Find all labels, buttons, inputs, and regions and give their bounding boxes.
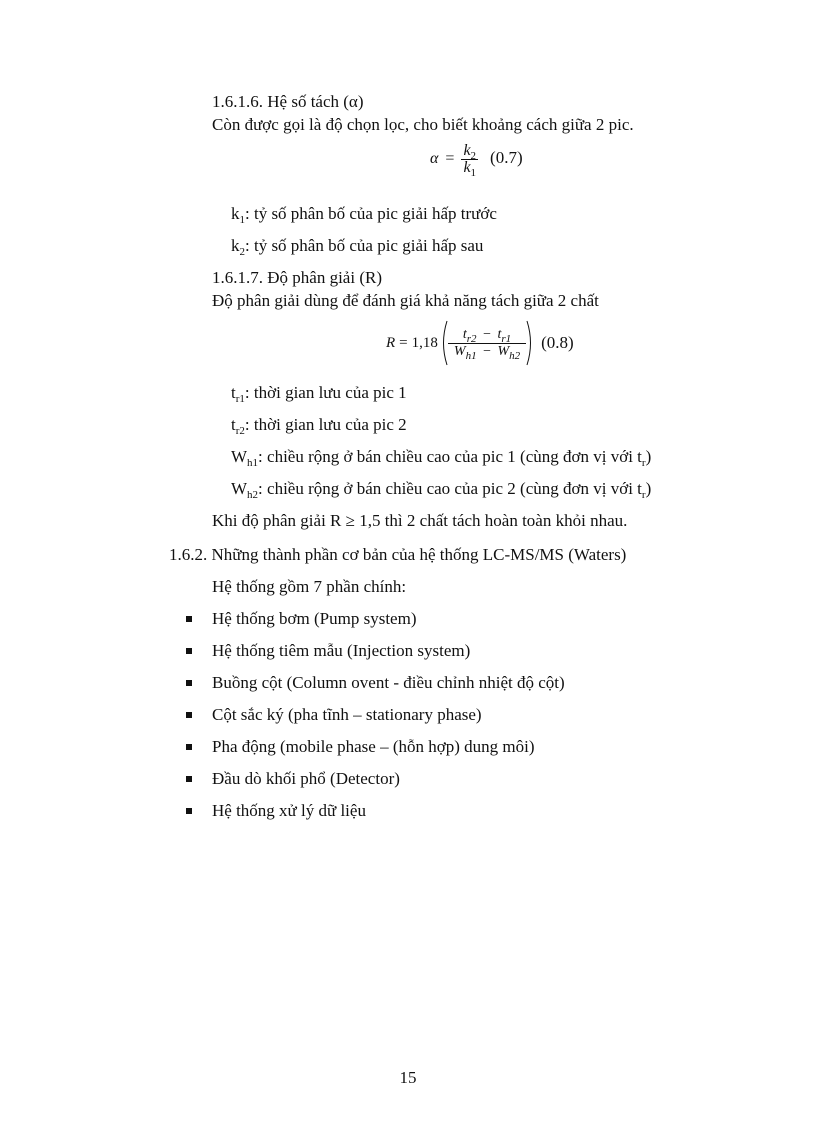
formula-alpha-numerator: k [463, 142, 471, 159]
definition-tr2-symbol: t [231, 415, 236, 434]
formula-resolution-lhs: R [386, 334, 396, 351]
section-description-1-6-1-7: Độ phân giải dùng để đánh giá khả năng tách giữa 2 chất [212, 291, 599, 310]
definition-wh1-tail: ) [645, 447, 652, 466]
definition-wh2-symbol: W [231, 479, 248, 498]
formula-resolution-den-b: W [497, 343, 510, 359]
formula-resolution-equals: = [399, 334, 408, 351]
section-heading-1-6-2: 1.6.2. Những thành phần cơ bản của hệ thống LC-MS/MS (Waters) [169, 545, 627, 564]
formula-alpha-denominator: k [463, 159, 471, 176]
definition-tr2 [231, 415, 407, 435]
formula-resolution [386, 320, 574, 366]
section-heading-1-6-1-7: 1.6.1.7. Độ phân giải (R) [212, 268, 382, 287]
definition-wh1 [231, 447, 651, 467]
formula-resolution-coefficient: 1,18 [411, 334, 438, 351]
formula-resolution-den-minus: − [483, 343, 491, 359]
formula-resolution-num-a-sub: r2 [466, 332, 477, 345]
definition-tr1-sub: r1 [235, 393, 245, 405]
definition-k1 [231, 204, 497, 224]
definition-wh2-tail: ) [645, 479, 652, 498]
bullet-icon [186, 712, 192, 718]
definition-tr2-sub: r2 [235, 425, 245, 437]
formula-resolution-num-a: t [462, 326, 467, 342]
definition-k1-text: : tỷ số phân bố của pic giải hấp trước [245, 204, 497, 223]
definition-k2 [231, 236, 483, 256]
definition-wh2-sub: h2 [247, 489, 259, 501]
definition-k1-symbol: k [231, 204, 240, 223]
formula-resolution-fraction [448, 327, 526, 360]
formula-alpha-lhs: α [430, 150, 439, 168]
list-item: Hệ thống tiêm mẫu (Injection system) [212, 641, 471, 660]
formula-resolution-num-b: t [497, 326, 502, 342]
formula-resolution-den-a: W [453, 343, 466, 359]
formula-resolution-label: (0.8) [541, 333, 574, 352]
bullet-icon [186, 680, 192, 686]
formula-alpha-numerator-sub: 2 [470, 150, 477, 162]
left-parenthesis-icon [439, 320, 448, 366]
page-number: 15 [399, 1068, 417, 1087]
definition-wh2-text: : chiều rộng ở bán chiều cao của pic 2 (cùng đơn vị với t [258, 479, 642, 498]
bullet-icon [186, 808, 192, 814]
formula-resolution-den-b-sub: h2 [509, 349, 521, 362]
definition-wh1-tail-sub: r [641, 457, 646, 469]
formula-alpha-equals: = [445, 150, 455, 168]
bullet-icon [186, 648, 192, 654]
formula-alpha-label: (0.7) [490, 148, 523, 168]
definition-k2-symbol: k [231, 236, 240, 255]
list-item: Pha động (mobile phase – (hỗn hợp) dung môi) [212, 737, 535, 756]
formula-alpha-fraction [461, 142, 478, 179]
definition-k2-sub: 2 [239, 246, 245, 258]
formula-resolution-num-b-sub: r1 [501, 332, 512, 345]
definition-tr1 [231, 383, 407, 403]
list-item: Buồng cột (Column ovent - điều chỉnh nhiệt độ cột) [212, 673, 565, 692]
bullet-icon [186, 744, 192, 750]
section-heading-1-6-1-6: 1.6.1.6. Hệ số tách (α) [212, 92, 364, 111]
definition-tr1-text: : thời gian lưu của pic 1 [244, 383, 407, 402]
definition-tr2-text: : thời gian lưu của pic 2 [244, 415, 407, 434]
list-item: Đầu dò khối phổ (Detector) [212, 769, 400, 788]
right-parenthesis-icon [526, 320, 535, 366]
section-description-1-6-1-6: Còn được gọi là độ chọn lọc, cho biết khoảng cách giữa 2 pic. [212, 115, 634, 134]
list-item: Hệ thống bơm (Pump system) [212, 609, 417, 628]
definition-k1-sub: 1 [239, 214, 245, 226]
definition-wh2-tail-sub: r [641, 489, 646, 501]
definition-wh1-sub: h1 [247, 457, 259, 469]
section-intro-1-6-2: Hệ thống gồm 7 phần chính: [212, 577, 407, 596]
formula-resolution-den-a-sub: h1 [465, 349, 477, 362]
list-item: Hệ thống xử lý dữ liệu [212, 801, 366, 820]
bullet-icon [186, 776, 192, 782]
formula-alpha [430, 142, 523, 179]
definition-tr1-symbol: t [231, 383, 236, 402]
resolution-conclusion: Khi độ phân giải R ≥ 1,5 thì 2 chất tách hoàn toàn khỏi nhau. [212, 511, 628, 530]
definition-k2-text: : tỷ số phân bố của pic giải hấp sau [245, 236, 484, 255]
bullet-icon [186, 616, 192, 622]
formula-resolution-num-minus: − [483, 326, 491, 342]
definition-wh1-symbol: W [231, 447, 248, 466]
formula-alpha-denominator-sub: 1 [470, 167, 477, 179]
list-item: Cột sắc ký (pha tĩnh – stationary phase) [212, 705, 482, 724]
definition-wh2 [231, 479, 651, 499]
definition-wh1-text: : chiều rộng ở bán chiều cao của pic 1 (cùng đơn vị với t [258, 447, 642, 466]
